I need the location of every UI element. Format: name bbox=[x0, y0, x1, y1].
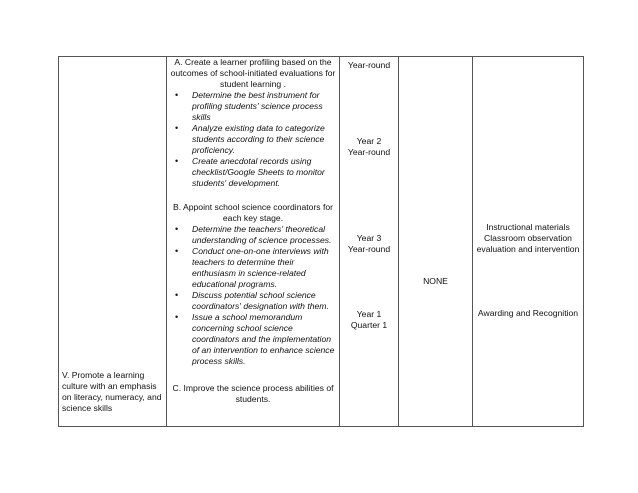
budget-value: NONE bbox=[423, 276, 448, 286]
timeframe-entry: Year 2 bbox=[356, 136, 382, 146]
timeframe-entry: Year 3 bbox=[356, 233, 382, 243]
timeframe-cell bbox=[340, 57, 399, 427]
list-item: • Determine the teachers' theoretical understanding of science processes. bbox=[189, 224, 339, 246]
strategies-cell bbox=[167, 57, 340, 427]
indicators-cell bbox=[473, 57, 584, 427]
budget-cell bbox=[399, 57, 473, 427]
timeframe-entry: Year-round bbox=[347, 60, 391, 70]
strategy-a-activities bbox=[167, 90, 339, 189]
list-item: • Conduct one-on-one interviews with teachers to determine their enthusiasm in science-related educational programs. bbox=[189, 246, 339, 290]
list-item: • Issue a school memorandum concerning school science coordinators and the implementation of an intervention to enhance science process skills. bbox=[189, 312, 339, 367]
strategy-b-heading: B. Appoint school science coordinators for each key stage. bbox=[172, 202, 334, 223]
table-row bbox=[59, 57, 584, 427]
improvement-area-text: V. Promote a learning culture with an emphasis on literacy, numeracy, and science skills bbox=[62, 370, 162, 413]
list-item: • Create anecdotal records using checklist/Google Sheets to monitor students' development. bbox=[189, 156, 339, 189]
indicator-text: Instructional materials Classroom observation evaluation and intervention bbox=[476, 222, 580, 254]
timeframe-entry: Quarter 1 bbox=[350, 320, 388, 330]
timeframe-entry: Year 1 bbox=[356, 309, 382, 319]
strategy-c-heading: C. Improve the science process abilities of students. bbox=[172, 383, 334, 404]
list-item: • Determine the best instrument for profiling students' science process skills bbox=[189, 90, 339, 123]
area-cell bbox=[59, 57, 167, 427]
timeframe-entry: Year-round bbox=[347, 147, 391, 157]
action-plan-table bbox=[58, 56, 584, 427]
list-item: • Analyze existing data to categorize students according to their science proficiency. bbox=[189, 123, 339, 156]
timeframe-entry: Year-round bbox=[347, 244, 391, 254]
indicator-text: Awarding and Recognition bbox=[477, 308, 579, 318]
list-item: • Discuss potential school science coordinators' designation with them. bbox=[189, 290, 339, 312]
strategy-b-activities bbox=[167, 224, 339, 367]
strategy-a-heading: A. Create a learner profiling based on the outcomes of school-initiated evaluations for student learning . bbox=[170, 57, 336, 89]
